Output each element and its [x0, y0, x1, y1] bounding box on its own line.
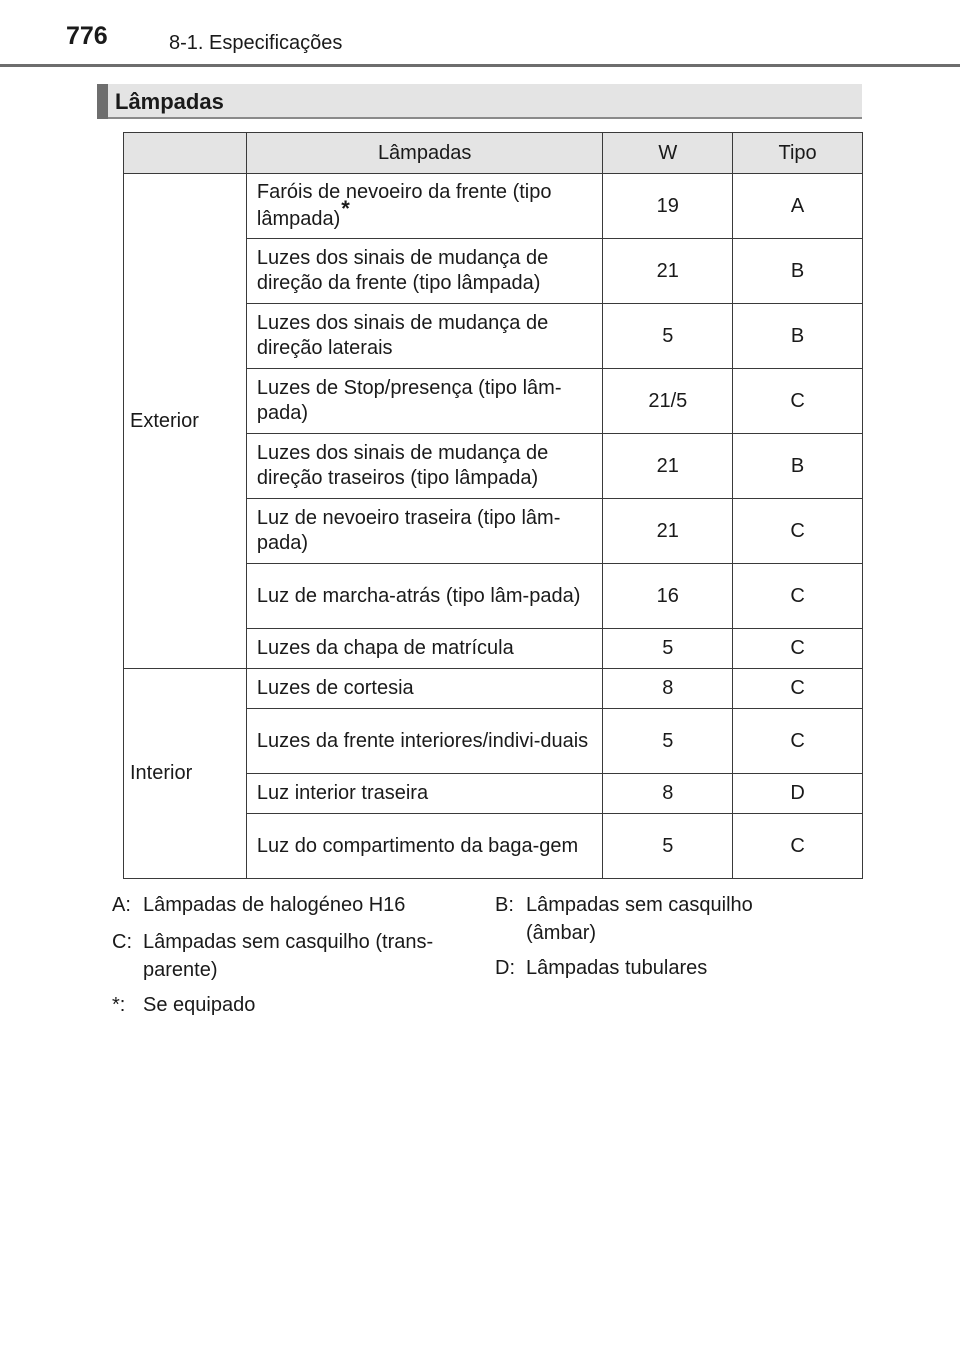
footnote-key: C:	[112, 931, 132, 953]
footnote-key: D:	[495, 957, 515, 979]
footnote-text: Lâmpadas tubulares	[526, 957, 708, 979]
lamp-cell: Luzes dos sinais de mudança de direção da frente (tipo lâmpada)	[246, 239, 603, 304]
type-cell: D	[733, 774, 863, 814]
type-cell: A	[733, 174, 863, 239]
section-title: Lâmpadas	[115, 89, 224, 114]
watts-cell: 8	[603, 669, 733, 709]
footnote-text: Lâmpadas sem casquilho (âmbar)	[526, 894, 753, 944]
header-cell-watts: W	[603, 133, 733, 174]
footnote-d	[495, 954, 806, 982]
type-cell: B	[733, 304, 863, 369]
lamp-cell: Luzes de cortesia	[246, 669, 603, 709]
watts-cell: 8	[603, 774, 733, 814]
type-cell: C	[733, 564, 863, 629]
header-cell-lamp: Lâmpadas	[246, 133, 603, 174]
watts-cell: 5	[603, 814, 733, 879]
watts-cell: 5	[603, 629, 733, 669]
footnote-star	[112, 991, 443, 1019]
chapter-title: 8-1. Especificações	[169, 32, 343, 54]
page-number: 776	[66, 22, 108, 50]
page-header	[0, 0, 960, 66]
section-marker	[97, 84, 108, 119]
footnote-a	[112, 891, 473, 919]
footnote-c	[112, 928, 468, 984]
lamp-cell	[246, 174, 603, 239]
footnote-text: Se equipado	[143, 994, 256, 1016]
footnote-key: *:	[112, 994, 126, 1016]
lamp-name: Faróis de nevoeiro da frente (tipo lâmpada)	[256, 181, 552, 230]
watts-cell: 5	[603, 709, 733, 774]
watts-cell: 5	[603, 304, 733, 369]
footnote-text: Lâmpadas sem casquilho (trans-parente)	[143, 931, 434, 981]
header-rule	[0, 64, 960, 67]
type-cell: B	[733, 434, 863, 499]
type-cell: C	[733, 629, 863, 669]
watts-cell: 21	[603, 434, 733, 499]
lamp-cell: Luz de marcha-atrás (tipo lâm-pada)	[246, 564, 603, 629]
watts-cell: 21	[603, 239, 733, 304]
lamp-cell: Luz interior traseira	[246, 774, 603, 814]
watts-cell: 21	[603, 499, 733, 564]
header-cell-type: Tipo	[733, 133, 863, 174]
watts-cell: 19	[603, 174, 733, 239]
type-cell: C	[733, 499, 863, 564]
lamp-cell: Luz de nevoeiro traseira (tipo lâm-pada)	[246, 499, 603, 564]
section-heading-bar	[97, 84, 862, 119]
lamp-cell: Luzes da chapa de matrícula	[246, 629, 603, 669]
table-row	[124, 669, 863, 709]
type-cell: C	[733, 669, 863, 709]
type-cell: C	[733, 709, 863, 774]
type-cell: C	[733, 814, 863, 879]
lamp-cell: Luzes dos sinais de mudança de direção traseiros (tipo lâmpada)	[246, 434, 603, 499]
lamp-cell: Luzes da frente interiores/indivi-duais	[246, 709, 603, 774]
footnote-key: B:	[495, 894, 514, 916]
lamp-cell: Luzes de Stop/presença (tipo lâm-pada)	[246, 369, 603, 434]
type-cell: C	[733, 369, 863, 434]
group-cell-exterior: Exterior	[124, 174, 247, 669]
watts-cell: 21/5	[603, 369, 733, 434]
footnote-mark: *	[341, 196, 350, 221]
table-row	[124, 174, 863, 239]
watts-cell: 16	[603, 564, 733, 629]
footnote-text: Lâmpadas de halogéneo H16	[143, 894, 406, 916]
group-cell-interior: Interior	[124, 669, 247, 879]
footnote-key: A:	[112, 894, 131, 916]
lamp-cell: Luz do compartimento da baga-gem	[246, 814, 603, 879]
footnote-b	[495, 891, 791, 947]
bulb-specification-table	[123, 132, 863, 879]
table-header-row	[124, 133, 863, 174]
type-cell: B	[733, 239, 863, 304]
lamp-cell: Luzes dos sinais de mudança de direção laterais	[246, 304, 603, 369]
header-cell-group	[124, 133, 247, 174]
